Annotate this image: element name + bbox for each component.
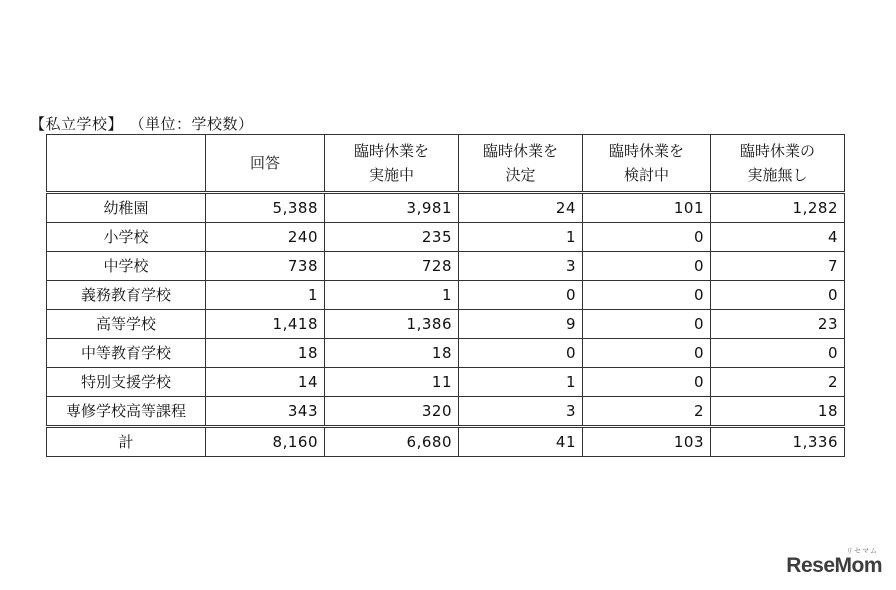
cell-in-effect: 18	[325, 339, 459, 368]
cell-considering: 0	[583, 252, 711, 281]
total-decided: 41	[459, 427, 583, 457]
total-in-effect: 6,680	[325, 427, 459, 457]
cell-considering: 0	[583, 368, 711, 397]
table-row	[47, 310, 845, 339]
header-blank	[47, 135, 206, 193]
cell-decided: 3	[459, 252, 583, 281]
cell-decided: 0	[459, 339, 583, 368]
header-considering-line1: 臨時休業を	[608, 142, 684, 160]
header-decided-line2: 決定	[505, 166, 536, 184]
header-answered-line1: 回答	[249, 154, 280, 172]
total-row	[47, 427, 845, 457]
row-label: 中等教育学校	[47, 339, 206, 368]
table-row	[47, 193, 845, 223]
header-answered	[206, 135, 325, 193]
cell-none: 18	[711, 397, 845, 427]
cell-none: 0	[711, 339, 845, 368]
cell-considering: 101	[583, 193, 711, 223]
cell-in-effect: 320	[325, 397, 459, 427]
total-none: 1,336	[711, 427, 845, 457]
cell-answered: 1,418	[206, 310, 325, 339]
cell-none: 23	[711, 310, 845, 339]
header-considering-line2: 検討中	[623, 166, 669, 184]
header-row	[47, 135, 845, 193]
total-answered: 8,160	[206, 427, 325, 457]
resemom-logo: ReseMom	[786, 554, 882, 577]
resemom-watermark	[786, 546, 882, 578]
cell-answered: 1	[206, 281, 325, 310]
cell-decided: 3	[459, 397, 583, 427]
row-label: 幼稚園	[47, 193, 206, 223]
cell-answered: 18	[206, 339, 325, 368]
total-label: 計	[47, 427, 206, 457]
total-considering: 103	[583, 427, 711, 457]
row-label: 専修学校高等課程	[47, 397, 206, 427]
header-none-line1: 臨時休業の	[739, 142, 815, 160]
cell-in-effect: 3,981	[325, 193, 459, 223]
cell-considering: 0	[583, 310, 711, 339]
cell-none: 1,282	[711, 193, 845, 223]
table-row	[47, 281, 845, 310]
table-caption	[30, 113, 254, 134]
header-none	[711, 135, 845, 193]
school-closure-table	[46, 134, 845, 457]
cell-answered: 738	[206, 252, 325, 281]
row-label: 中学校	[47, 252, 206, 281]
cell-in-effect: 235	[325, 223, 459, 252]
row-label: 義務教育学校	[47, 281, 206, 310]
cell-in-effect: 1,386	[325, 310, 459, 339]
header-in-effect	[325, 135, 459, 193]
cell-answered: 5,388	[206, 193, 325, 223]
cell-considering: 0	[583, 281, 711, 310]
cell-in-effect: 1	[325, 281, 459, 310]
row-label: 高等学校	[47, 310, 206, 339]
cell-in-effect: 728	[325, 252, 459, 281]
header-in-effect-line1: 臨時休業を	[353, 142, 429, 160]
cell-none: 0	[711, 281, 845, 310]
watermark-ruby: リセマム	[846, 547, 878, 555]
header-decided	[459, 135, 583, 193]
cell-decided: 1	[459, 368, 583, 397]
header-none-line2: 実施無し	[747, 166, 808, 184]
cell-answered: 240	[206, 223, 325, 252]
header-in-effect-line2: 実施中	[368, 166, 414, 184]
table-row	[47, 339, 845, 368]
table-unit: （単位：学校数）	[137, 115, 254, 133]
header-decided-line1: 臨時休業を	[482, 142, 558, 160]
table-row	[47, 397, 845, 427]
cell-considering: 2	[583, 397, 711, 427]
cell-decided: 1	[459, 223, 583, 252]
header-considering	[583, 135, 711, 193]
cell-answered: 343	[206, 397, 325, 427]
cell-none: 4	[711, 223, 845, 252]
row-label: 特別支援学校	[47, 368, 206, 397]
table-row	[47, 252, 845, 281]
cell-considering: 0	[583, 339, 711, 368]
cell-decided: 9	[459, 310, 583, 339]
row-label: 小学校	[47, 223, 206, 252]
cell-in-effect: 11	[325, 368, 459, 397]
cell-considering: 0	[583, 223, 711, 252]
table-row	[47, 368, 845, 397]
table-title: 【私立学校】	[30, 115, 124, 133]
cell-decided: 24	[459, 193, 583, 223]
table-body	[47, 193, 845, 457]
cell-none: 2	[711, 368, 845, 397]
cell-decided: 0	[459, 281, 583, 310]
table-row	[47, 223, 845, 252]
cell-answered: 14	[206, 368, 325, 397]
cell-none: 7	[711, 252, 845, 281]
